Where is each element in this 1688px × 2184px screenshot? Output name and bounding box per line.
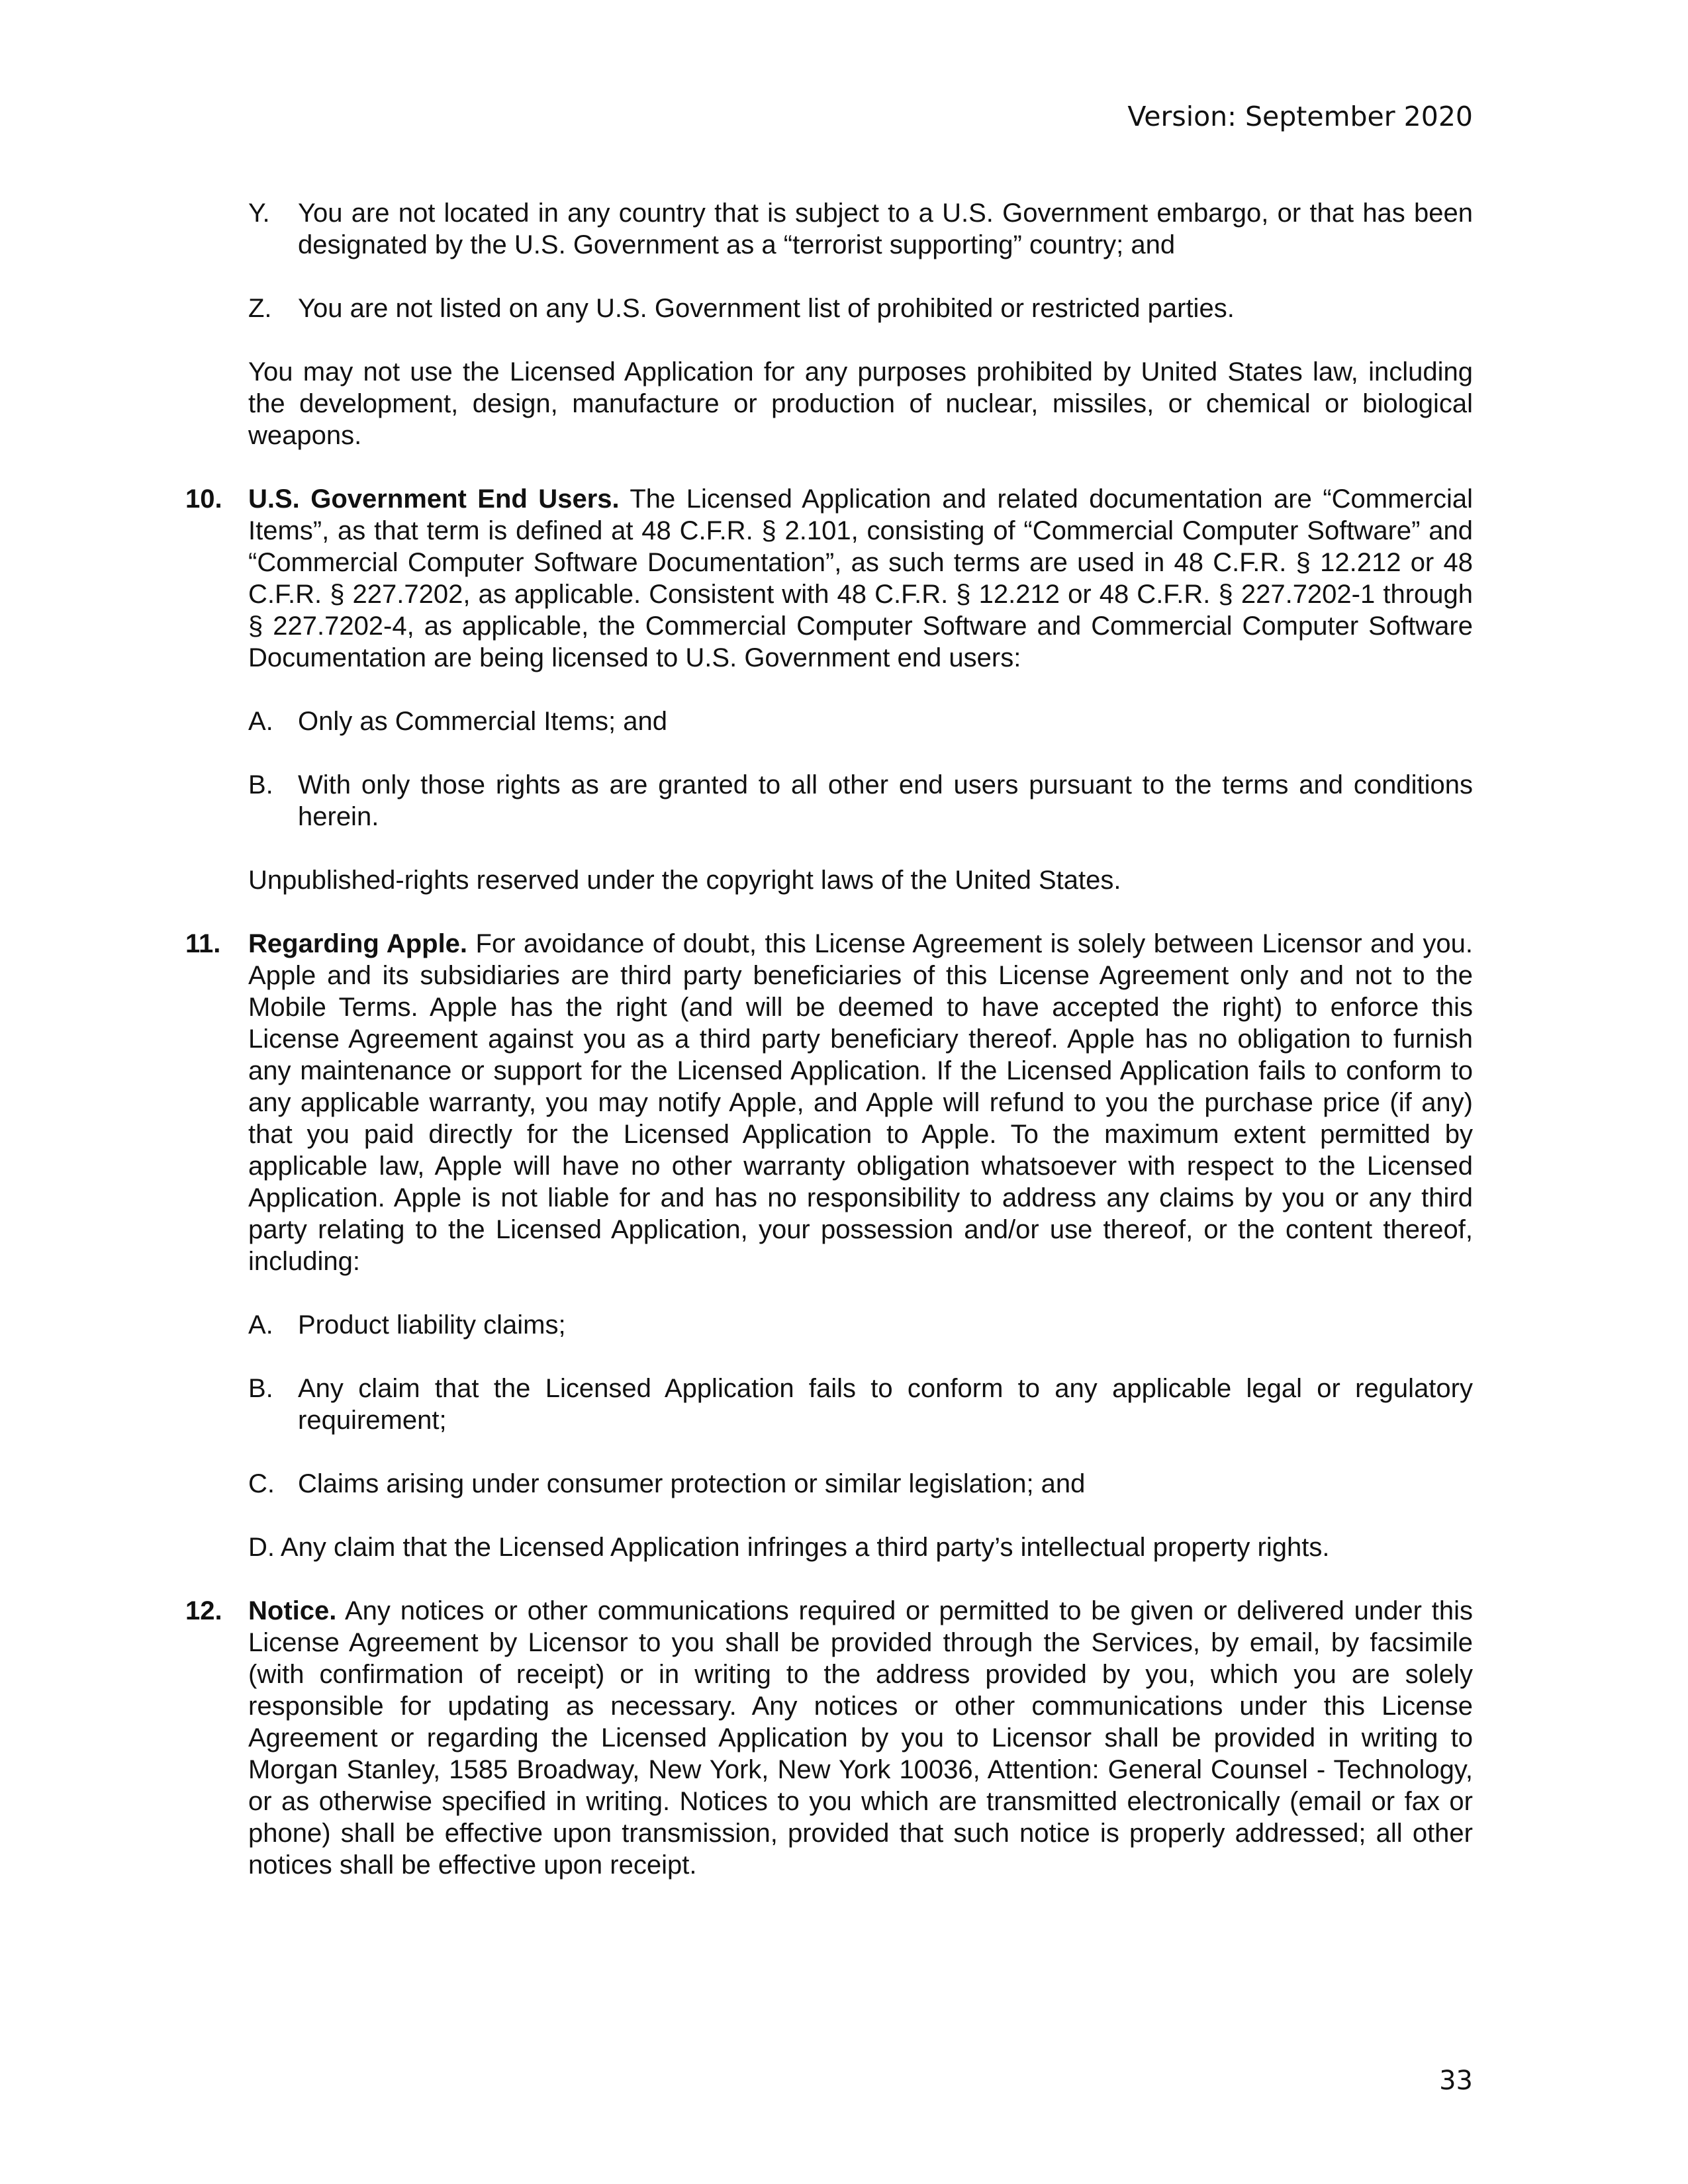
section-12 (185, 1595, 1473, 1881)
section-body (248, 483, 1473, 674)
section-text: For avoidance of doubt, this License Agreement is solely between Licensor and you. Apple and its subsidiaries are third party beneficiaries of this License Agreement only and not to the Mobile Terms. Apple has the right (and will be deemed to have accepted the right) to enforce this License Agreement against you as a third party beneficiary thereof. Apple has no obligation to furnish any maintenance or support for the Licensed Application. If the Licensed Application fails to conform to any applicable warranty, you may notify Apple, and Apple will refund to you the purchase price (if any) that you paid directly for the Licensed Application to Apple. To the maximum extent permitted by applicable law, Apple will have no other warranty obligation whatsoever with respect to the Licensed Application. Apple is not liable for and has no responsibility to address any claims by you or any third party relating to the Licensed Application, your possession and/or use thereof, or the content thereof, including: (248, 929, 1473, 1276)
list-label: Z. (248, 294, 272, 323)
list-item-b (185, 1373, 1473, 1436)
list-label: Y. (248, 199, 270, 228)
list-text: Only as Commercial Items; and (298, 707, 667, 736)
list-label: A. (248, 707, 273, 736)
section-title: Regarding Apple. (248, 929, 468, 958)
section-title: Notice. (248, 1596, 337, 1625)
list-text: Claims arising under consumer protection or similar legislation; and (298, 1469, 1086, 1498)
section-number: 10. (185, 484, 222, 514)
list-text: Any claim that the Licensed Application fails to conform to any applicable legal or regulatory requirement; (298, 1374, 1473, 1435)
list-item-y (185, 197, 1473, 261)
list-item-d: D. Any claim that the Licensed Application infringes a third party’s intellectual property rights. (248, 1533, 1330, 1562)
section-title: U.S. Government End Users. (248, 484, 620, 514)
list-text: You are not located in any country that is subject to a U.S. Government embargo, or that has been designated by the U.S. Government as a “terrorist supporting” country; and (298, 199, 1473, 259)
list-item-a (185, 1309, 1473, 1341)
list-label: C. (248, 1469, 275, 1498)
list-label: B. (248, 770, 273, 799)
section-text: Any notices or other communications required or permitted to be given or delivered under this License Agreement by Licensor to you shall be provided through the Services, by email, by facsimile (with confirmation of receipt) or in writing to the address provided by you, which you are solely responsible for updating as necessary. Any notices or other communications under this License Agreement or regarding the Licensed Application by you to Licensor shall be provided in writing to Morgan Stanley, 1585 Broadway, New York, New York 10036, Attention: General Counsel - Technology, or as otherwise specified in writing. Notices to you which are transmitted electronically (email or fax or phone) shall be effective upon transmission, provided that such notice is properly addressed; all other notices shall be effective upon receipt. (248, 1596, 1473, 1880)
list-label: B. (248, 1374, 273, 1403)
list-label: A. (248, 1310, 273, 1340)
section10-closing-paragraph: Unpublished-rights reserved under the copyright laws of the United States. (248, 866, 1121, 895)
document-body (185, 197, 1473, 1913)
section-text: The Licensed Application and related documentation are “Commercial Items”, as that term is defined at 48 C.F.R. § 2.101, consisting of “Commercial Computer Software” and “Commercial Computer Software Documentation”, as such terms are used in 48 C.F.R. § 12.212 or 48 C.F.R. § 227.7202, as applicable. Consistent with 48 C.F.R. § 12.212 or 48 C.F.R. § 227.7202-1 through § 227.7202-4, as applicable, the Commercial Computer Software and Commercial Computer Software Documentation are being licensed to U.S. Government end users: (248, 484, 1474, 672)
list-text: You are not listed on any U.S. Government list of prohibited or restricted parties. (298, 294, 1235, 323)
list-item-b (185, 769, 1473, 833)
section-number: 12. (185, 1596, 222, 1625)
section-body (248, 1595, 1473, 1881)
section-11 (185, 928, 1473, 1277)
list-text: With only those rights as are granted to all other end users pursuant to the terms and conditions herein. (298, 770, 1473, 831)
list-item-c (185, 1468, 1473, 1500)
section-body (248, 928, 1473, 1277)
page-number: 33 (1439, 2066, 1473, 2096)
list-item-z (185, 293, 1473, 324)
section-number: 11. (185, 929, 221, 958)
section-10 (185, 483, 1473, 674)
section9-closing-paragraph: You may not use the Licensed Application for any purposes prohibited by United States law, including the development, design, manufacture or production of nuclear, missiles, or chemical or biological weapons. (248, 357, 1473, 450)
list-text: Product liability claims; (298, 1310, 566, 1340)
list-item-a (185, 705, 1473, 737)
version-header: Version: September 2020 (1127, 101, 1473, 132)
